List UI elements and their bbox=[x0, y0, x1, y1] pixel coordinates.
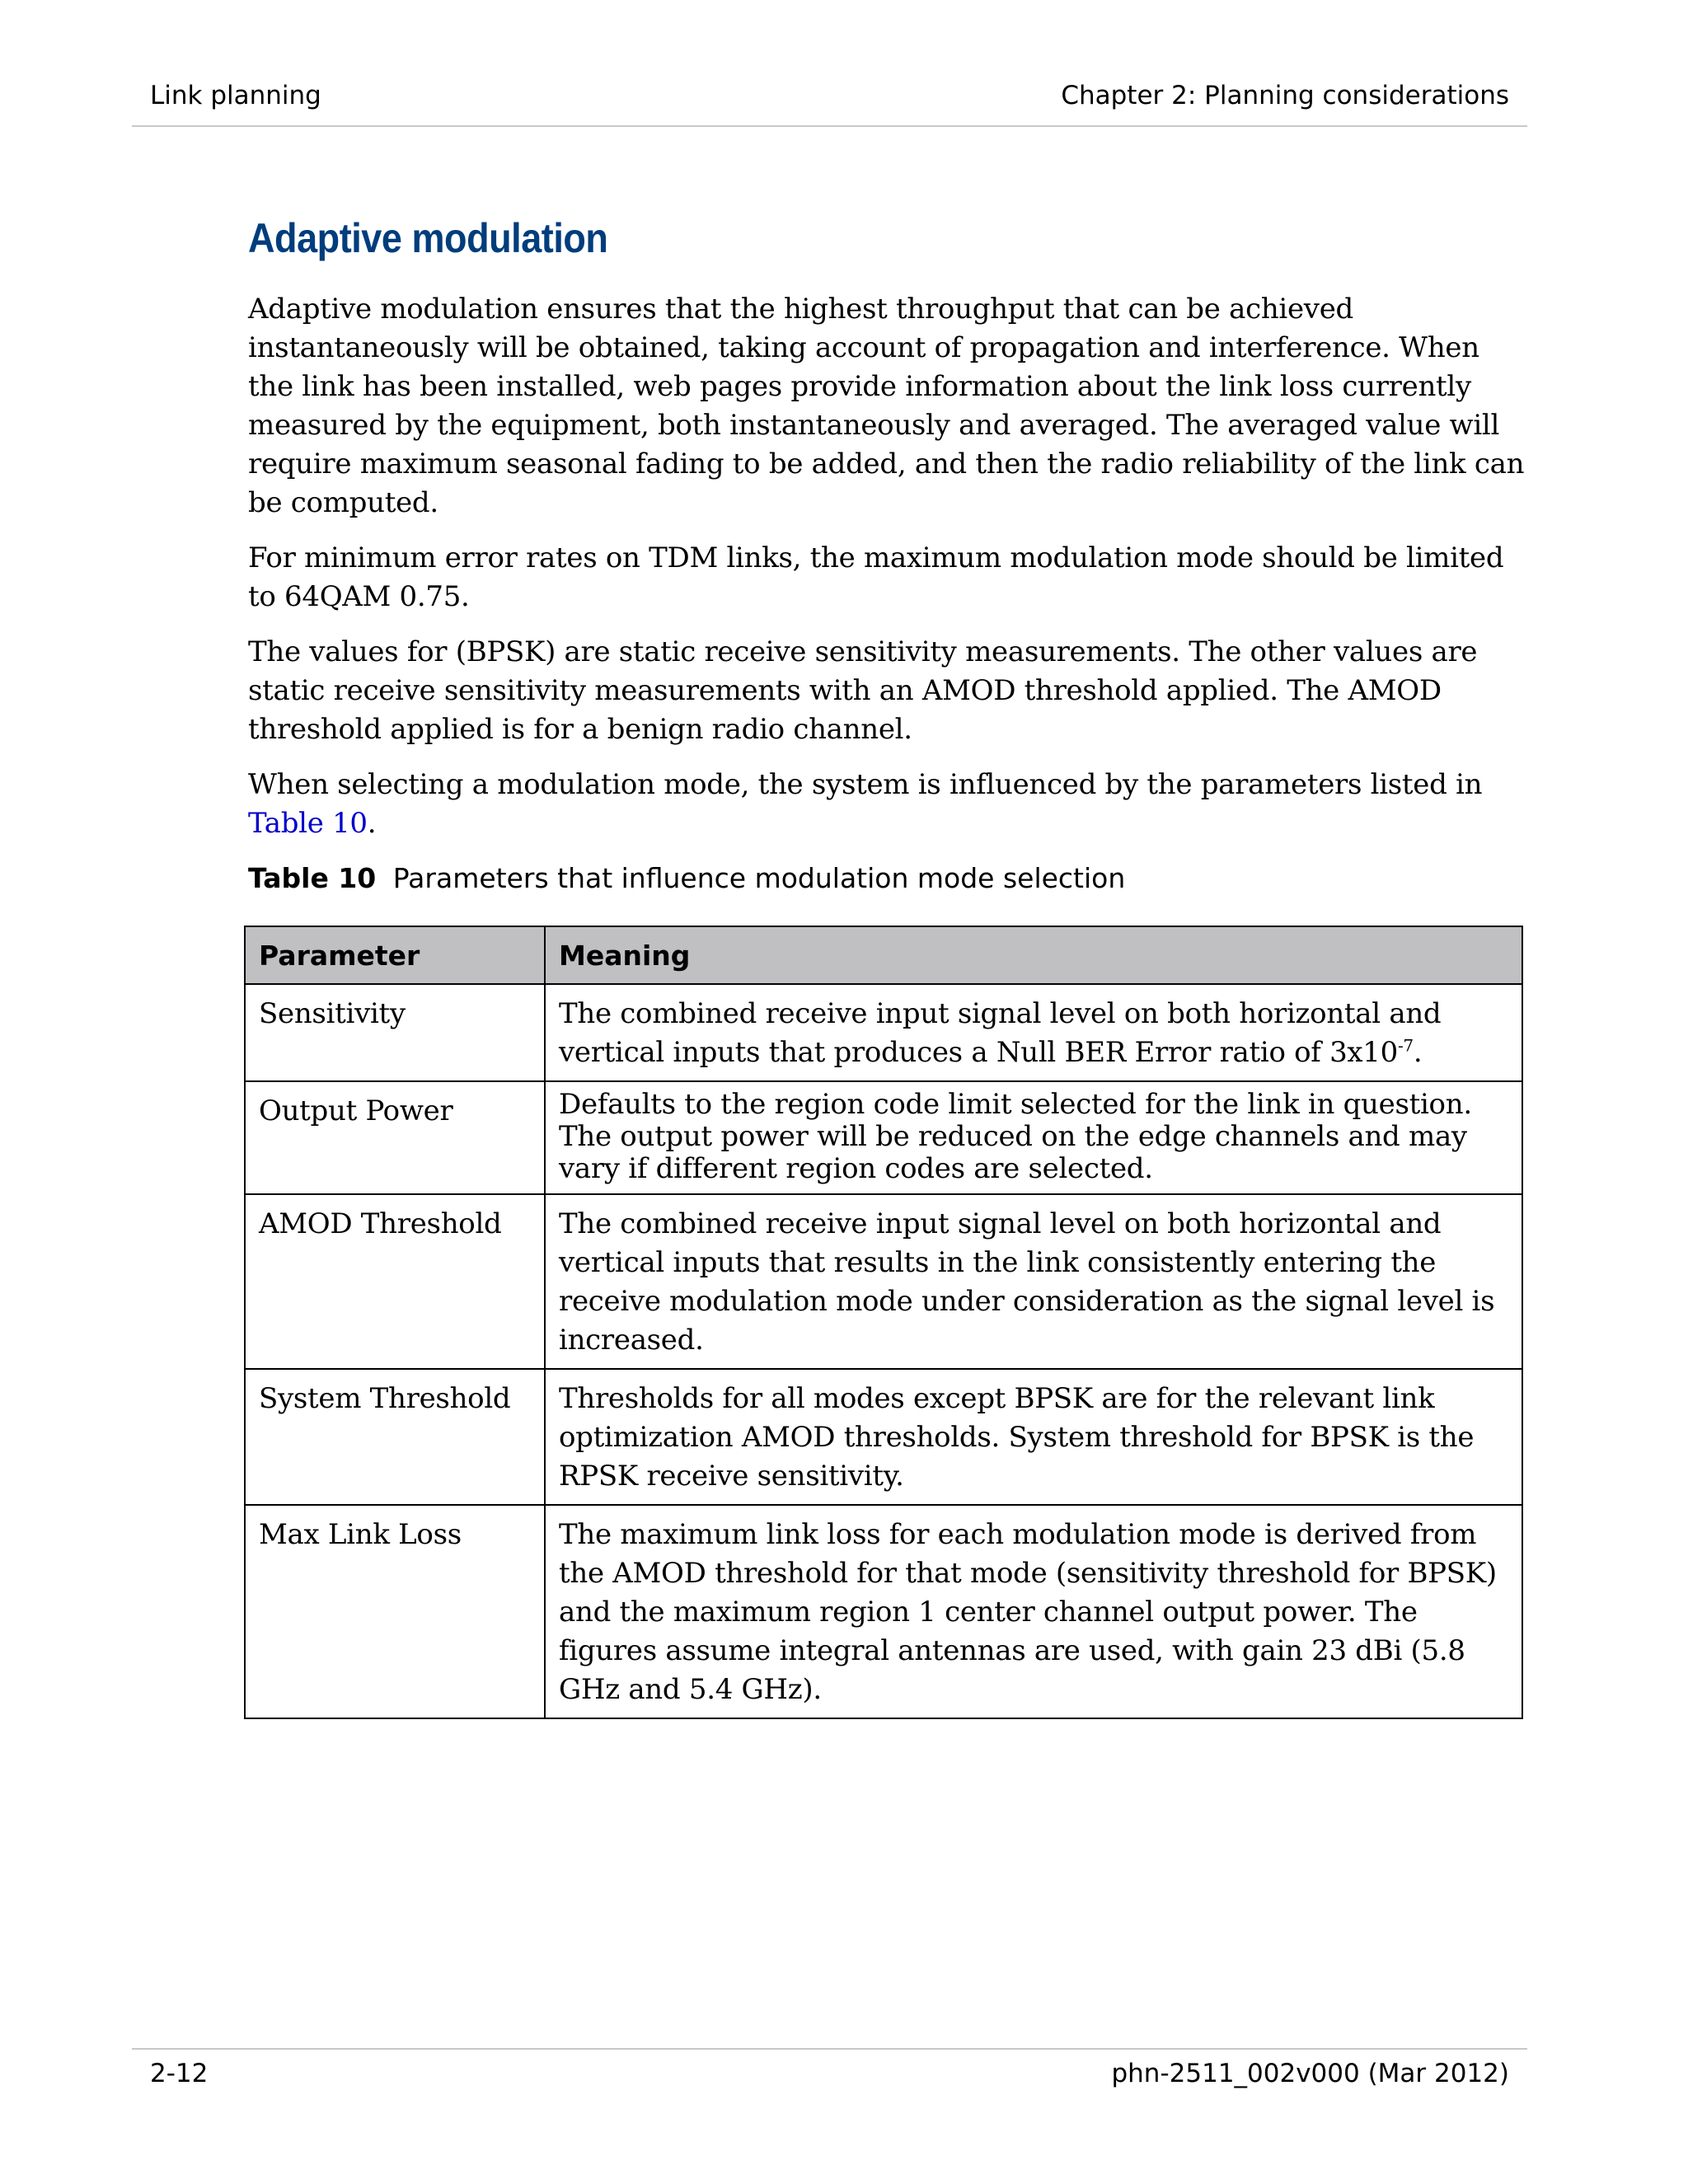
footer-rule bbox=[132, 2048, 1527, 2050]
paragraph-selection-text: When selecting a modulation mode, the system is influenced by the parameters listed in bbox=[248, 768, 1483, 801]
document-id: phn-2511_002v000 (Mar 2012) bbox=[1111, 2059, 1509, 2088]
table-row bbox=[245, 1505, 1522, 1718]
cell-meaning-text: The combined receive input signal level on both horizontal and vertical inputs that produces a Null BER Error ratio of 3x10 bbox=[559, 997, 1442, 1069]
table-row bbox=[245, 1194, 1522, 1369]
header-rule bbox=[132, 125, 1527, 127]
paragraph-intro: Adaptive modulation ensures that the highest throughput that can be achieved instantaneously will be obtained, taking account of propagation and interference. When the link has been installed, web pages provide information about the link loss currently measured by the equipment, both instantaneously and averaged. The averaged value will require maximum seasonal fading to be added, and then the radio reliability of the link can be computed. bbox=[248, 293, 1525, 519]
table-header-row bbox=[245, 926, 1522, 984]
table-caption bbox=[248, 860, 1527, 898]
table-row bbox=[245, 1369, 1522, 1505]
cell-meaning: The combined receive input signal level on both horizontal and vertical inputs that results in the link consistently entering the receive modulation mode under consideration as the signal level is increased. bbox=[545, 1194, 1522, 1369]
cell-parameter: System Threshold bbox=[245, 1369, 545, 1505]
table-row bbox=[245, 984, 1522, 1081]
table-caption-text: Parameters that influence modulation mode selection bbox=[392, 862, 1126, 894]
paragraph-bpsk: The values for (BPSK) are static receive sensitivity measurements. The other values are static receive sensitivity measurements with an AMOD threshold applied. The AMOD threshold applied is for a benign radio channel. bbox=[248, 635, 1478, 746]
column-header-meaning: Meaning bbox=[545, 926, 1522, 984]
paragraph-selection-end: . bbox=[367, 807, 377, 840]
paragraph-selection bbox=[248, 766, 1527, 843]
cell-parameter: Output Power bbox=[245, 1081, 545, 1194]
cell-parameter: Max Link Loss bbox=[245, 1505, 545, 1718]
cell-meaning-exponent: -7 bbox=[1397, 1035, 1414, 1056]
page-number: 2-12 bbox=[150, 2059, 209, 2088]
cell-meaning bbox=[545, 984, 1522, 1081]
table-caption-number: Table 10 bbox=[248, 862, 377, 894]
parameters-table bbox=[244, 926, 1523, 1719]
column-header-parameter: Parameter bbox=[245, 926, 545, 984]
cell-meaning: Defaults to the region code limit selected for the link in question. The output power will be reduced on the edge channels and may vary if different region codes are selected. bbox=[545, 1081, 1522, 1194]
cell-parameter: AMOD Threshold bbox=[245, 1194, 545, 1369]
running-header bbox=[132, 76, 1527, 115]
cell-parameter: Sensitivity bbox=[245, 984, 545, 1081]
header-chapter-name: Chapter 2: Planning considerations bbox=[1061, 81, 1509, 110]
table-row bbox=[245, 1081, 1522, 1194]
table-10-link[interactable]: Table 10 bbox=[248, 807, 368, 840]
page-content bbox=[248, 214, 1527, 911]
header-section-name: Link planning bbox=[150, 81, 321, 110]
section-title: Adaptive modulation bbox=[248, 215, 608, 261]
cell-meaning-end: . bbox=[1413, 1036, 1423, 1069]
paragraph-tdm: For minimum error rates on TDM links, the maximum modulation mode should be limited to 64QAM 0.75. bbox=[248, 541, 1504, 613]
running-footer bbox=[132, 2054, 1527, 2093]
cell-meaning: The maximum link loss for each modulation mode is derived from the AMOD threshold for that mode (sensitivity threshold for BPSK) and the maximum region 1 center channel output power. The figures assume integral antennas are used, with gain 23 dBi (5.8 GHz and 5.4 GHz). bbox=[545, 1505, 1522, 1718]
cell-meaning: Thresholds for all modes except BPSK are for the relevant link optimization AMOD thresholds. System threshold for BPSK is the RPSK receive sensitivity. bbox=[545, 1369, 1522, 1505]
